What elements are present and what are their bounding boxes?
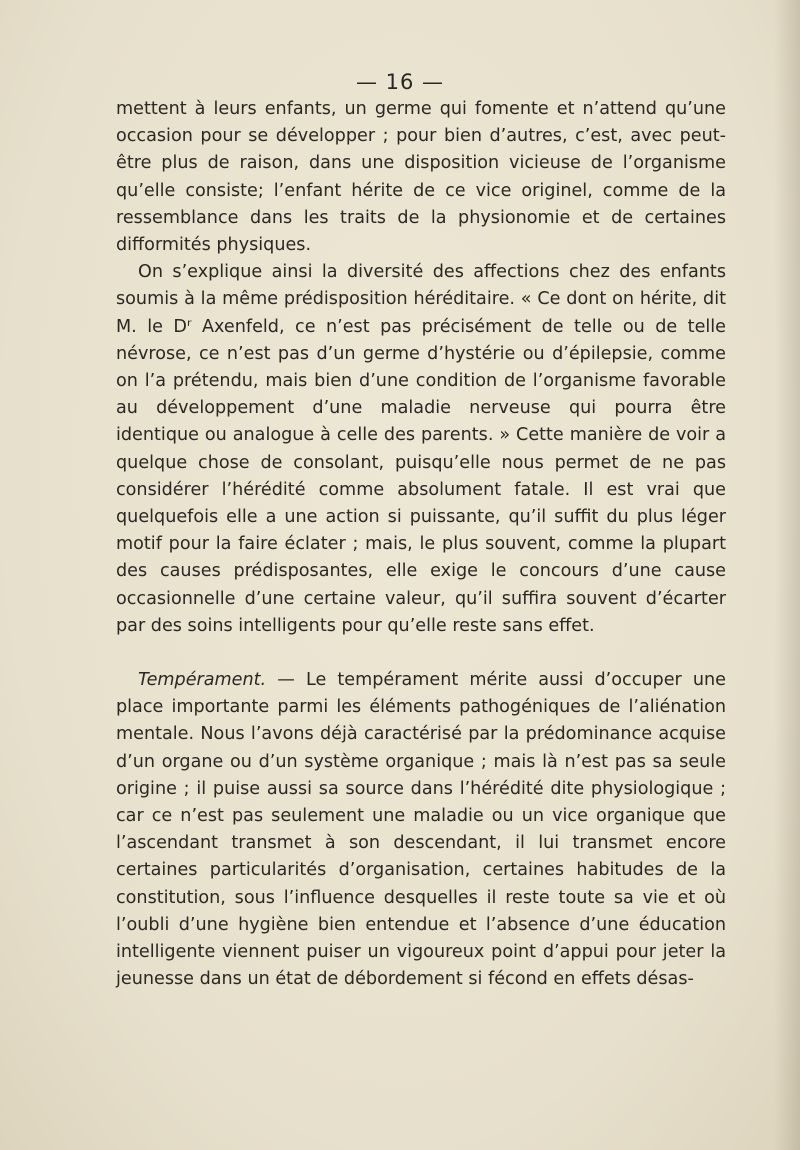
paragraph-3-body: — Le tempérament mérite aussi d’occuper une place importante parmi les éléments pathogéniques de l’aliénation mentale. Nous l’avons déjà caractérisé par la prédominance acquise d’un organe ou d’un système organique ; mais là n’est pas sa seule origine ; il puise aussi sa source dans l’hérédité dite physiologique ; car ce n’est pas seulement une maladie ou un vice organique que l’ascendant transmet à son descendant, il lui transmet encore certaines particularités d’organisation, certaines habitudes de la constitution, sous l’influence desquelles il reste toute sa vie et où l’oubli d’une hygiène bien entendue et l’absence d’une éducation intelligente viennent puiser un vigoureux point d’appui pour jeter la jeunesse dans un état de débordement si fécond en effets désas-: [116, 670, 726, 990]
paragraph-1: mettent à leurs enfants, un germe qui fomente et n’attend qu’une occasion pour se développer ; pour bien d’autres, c’est, avec peut-être plus de raison, dans une disposition vicieuse de l’organisme qu’elle consiste; l’enfant hérite de ce vice originel, comme de la ressemblance dans les traits de la physionomie et de certaines difformités physiques.: [116, 99, 726, 256]
body-text: [116, 96, 726, 994]
paragraph-2: On s’explique ainsi la diversité des affections chez des enfants soumis à la même prédisposition héréditaire. « Ce dont on hérite, dit M. le Dʳ Axenfeld, ce n’est pas précisément de telle ou de telle névrose, ce n’est pas d’un germe d’hystérie ou d’épilepsie, comme on l’a prétendu, mais bien d’une condition de l’organisme favorable au développement d’une maladie nerveuse qui pourra être identique ou analogue à celle des parents. » Cette manière de voir a quelque chose de consolant, puisqu’elle nous permet de ne pas considérer l’hérédité comme absolument fatale. Il est vrai que quelquefois elle a une action si puissante, qu’il suffit du plus léger motif pour la faire éclater ; mais, le plus souvent, comme la plupart des causes prédisposantes, elle exige le concours d’une cause occasionnelle d’une certaine valeur, qu’il suffira souvent d’écarter par des soins intelligents pour qu’elle reste sans effet.: [116, 262, 726, 636]
section-title-temperament: Tempérament.: [138, 670, 267, 691]
page-number: — 16 —: [355, 70, 445, 94]
paragraph-3: [116, 667, 726, 993]
